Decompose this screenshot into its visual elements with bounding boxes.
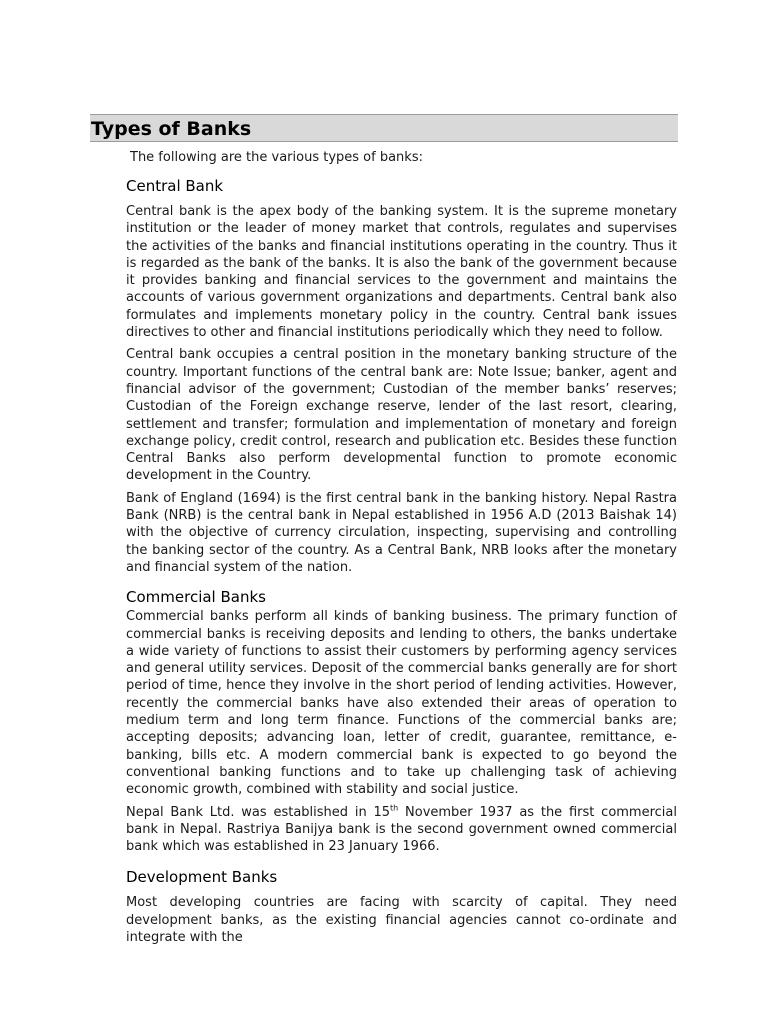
commercial-p2-part1: Nepal Bank Ltd. was established in 15 xyxy=(126,804,391,820)
central-bank-paragraph-2: Central bank occupies a central position in the monetary banking structure of the country. Important functions of the central bank are: Note Issue; banker, agent and financial advisor of the government; Custodian of the member banks’ reserves; Custodian of the Foreign exchange reserve, lender of the last resort, clearing, settlement and transfer; formulation and implementation of monetary and foreign exchange policy, credit control, research and publication etc. Besides these function Central Banks also perform developmental function to promote economic development in the Country. xyxy=(126,347,677,484)
commercial-banks-paragraph-2 xyxy=(126,804,677,856)
page-title: Types of Banks xyxy=(91,118,252,140)
central-bank-heading: Central Bank xyxy=(126,177,224,195)
development-banks-paragraph-1: Most developing countries are facing with scarcity of capital. They need development banks, as the existing financial agencies cannot co-ordinate and integrate with the xyxy=(126,895,677,945)
main-content xyxy=(126,176,677,951)
commercial-p2-part2: November 1937 as the first commercial bank in Nepal. Rastriya Banijya bank is the second government owned commercial bank which was established in 23 January 1966. xyxy=(126,804,677,855)
intro-text: The following are the various types of banks: xyxy=(130,150,423,165)
commercial-banks-paragraph-1: Commercial banks perform all kinds of banking business. The primary function of commercial banks is receiving deposits and lending to others, the banks undertake a wide variety of functions to assist their customers by performing agency services and general utility services. Deposit of the commercial banks generally are for short period of time, hence they involve in the short period of lending activities. However, recently the commercial banks have also extended their areas of operation to medium term and long term finance. Functions of the commercial banks are; accepting deposits; advancing loan, letter of credit, guarantee, remittance, e-banking, bills etc. A modern commercial bank is expected to go beyond the conventional banking functions and to take up challenging task of achieving economic growth, combined with stability and social justice. xyxy=(126,609,677,798)
ordinal-superscript: th xyxy=(390,803,399,813)
central-bank-paragraph-3: Bank of England (1694) is the first central bank in the banking history. Nepal Rastra Bank (NRB) is the central bank in Nepal established in 1956 A.D (2013 Baishak 14) with the objective of currency circulation, inspecting, supervising and controlling the banking sector of the country. As a Central Bank, NRB looks after the monetary and financial system of the nation. xyxy=(126,490,677,575)
title-bar xyxy=(90,114,678,142)
commercial-banks-heading: Commercial Banks xyxy=(126,588,266,607)
central-bank-paragraph-1: Central bank is the apex body of the banking system. It is the supreme monetary institution or the leader of money market that controls, regulates and supervises the activities of the banks and financial institutions operating in the country. Thus it is regarded as the bank of the banks. It is also the bank of the government because it provides banking and financial services to the government and maintains the accounts of various government organizations and departments. Central bank also formulates and implements monetary policy in the country. Central bank issues directives to other and financial institutions periodically which they need to follow. xyxy=(126,204,677,341)
development-banks-heading: Development Banks xyxy=(126,868,278,887)
